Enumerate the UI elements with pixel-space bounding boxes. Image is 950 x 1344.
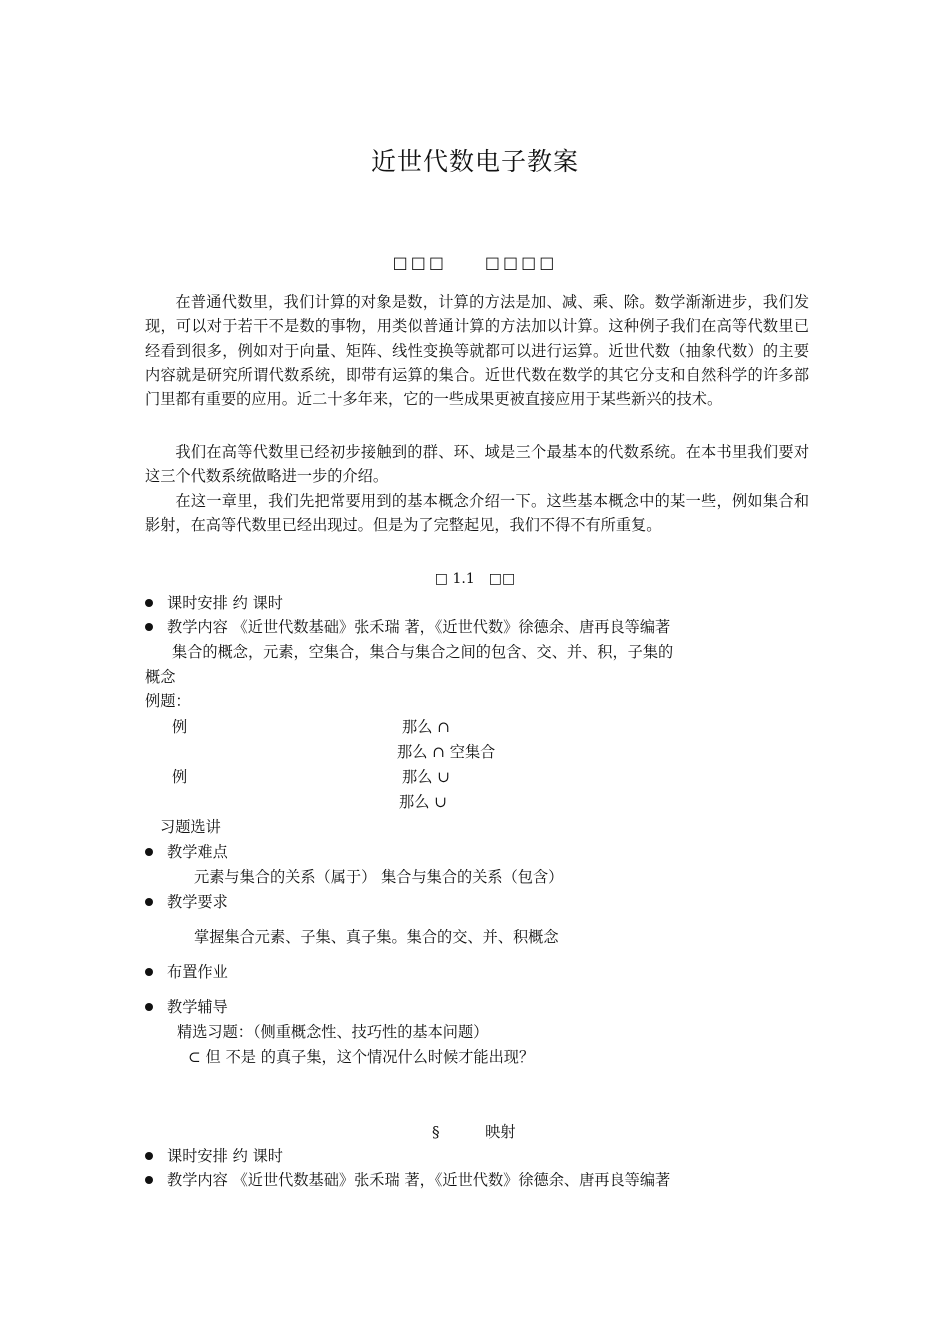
example-2-label: 例 [172, 768, 188, 786]
bullet-icon [145, 848, 153, 856]
bullet-icon [145, 1152, 153, 1160]
tutoring-detail: 精选习题：（侧重概念性、技巧性的基本问题） [177, 1023, 489, 1041]
intro-paragraph-2: 我们在高等代数里已经初步接触到的群、环、域是三个最基本的代数系统。在本书里我们要对这三个代数系统做略进一步的介绍。 [145, 443, 809, 486]
schedule-text: 课时安排 约 课时 [167, 1147, 283, 1165]
example-1-line-1: 那么 ∩ [402, 718, 450, 736]
example-2-line-1: 那么 ∪ [402, 768, 450, 786]
intro-paragraph-3: 在这一章里，我们先把常要用到的基本概念介绍一下。这些基本概念中的某一些，例如集合和影射，在高等代数里已经出现过。但是为了完整起见，我们不得不有所重复。 [145, 492, 809, 535]
requirement-text: 教学要求 [167, 893, 228, 911]
section-1-schedule [145, 592, 283, 613]
document-title: 近世代数电子教案 [370, 147, 579, 176]
homework-item [145, 961, 228, 982]
examples-label: 例题： [145, 692, 191, 710]
tutoring-text: 教学辅导 [167, 998, 228, 1016]
section-1-heading: □ 1.1 □□ [434, 571, 516, 587]
example-2-line-2: 那么 ∪ [399, 793, 447, 811]
section-2-content [145, 1169, 670, 1190]
content-detail-2: 概念 [145, 668, 176, 686]
bullet-icon [145, 599, 153, 607]
content-detail-1: 集合的概念，元素，空集合，集合与集合之间的包含、交、并、积，子集的 [172, 643, 674, 661]
content-text: 教学内容 《近世代数基础》张禾瑞 著，《近世代数》徐德余、唐再良等编著 [167, 1171, 671, 1189]
intro-paragraph-1: 在普通代数里，我们计算的对象是数，计算的方法是加、减、乘、除。数学渐渐进步，我们发现，可以对于若干不是数的事物，用类似普通计算的方法加以计算。这种例子我们在高等代数里已经看到很多，例如对于向量、矩阵、线性变换等就都可以进行运算。近世代数（抽象代数）的主要内容就是研究所谓代数系统，即带有运算的集合。近世代数在数学的其它分支和自然科学的许多部门里都有重要的应用。近二十多年来，它的一些成果更被直接应用于某些新兴的技术。 [145, 293, 809, 409]
difficulty-text: 教学难点 [167, 843, 228, 861]
difficulty-detail: 元素与集合的关系（属于） 集合与集合的关系（包含） [194, 868, 564, 886]
example-1-label: 例 [172, 718, 188, 736]
bullet-icon [145, 1176, 153, 1184]
bullet-icon [145, 623, 153, 631]
requirement-item [145, 891, 228, 912]
tutoring-question: ⊂ 但 不是 的真子集，这个情况什么时候才能出现？ [188, 1048, 535, 1066]
section-2-heading: § 映射 [432, 1123, 516, 1141]
requirement-detail: 掌握集合元素、子集、真子集。集合的交、并、积概念 [194, 928, 559, 946]
homework-text: 布置作业 [167, 963, 228, 981]
section-2-schedule [145, 1145, 283, 1166]
schedule-text: 课时安排 约 课时 [167, 594, 283, 612]
tutoring-item [145, 996, 228, 1017]
content-text: 教学内容 《近世代数基础》张禾瑞 著，《近世代数》徐德余、唐再良等编著 [167, 618, 671, 636]
bullet-icon [145, 968, 153, 976]
example-1-line-2: 那么 ∩ 空集合 [397, 743, 496, 761]
difficulty-item [145, 841, 228, 862]
section-1-content [145, 616, 670, 637]
author-line: □□□ □□□□ [392, 253, 558, 272]
exercises-label: 习题选讲 [160, 818, 221, 836]
bullet-icon [145, 1003, 153, 1011]
bullet-icon [145, 898, 153, 906]
